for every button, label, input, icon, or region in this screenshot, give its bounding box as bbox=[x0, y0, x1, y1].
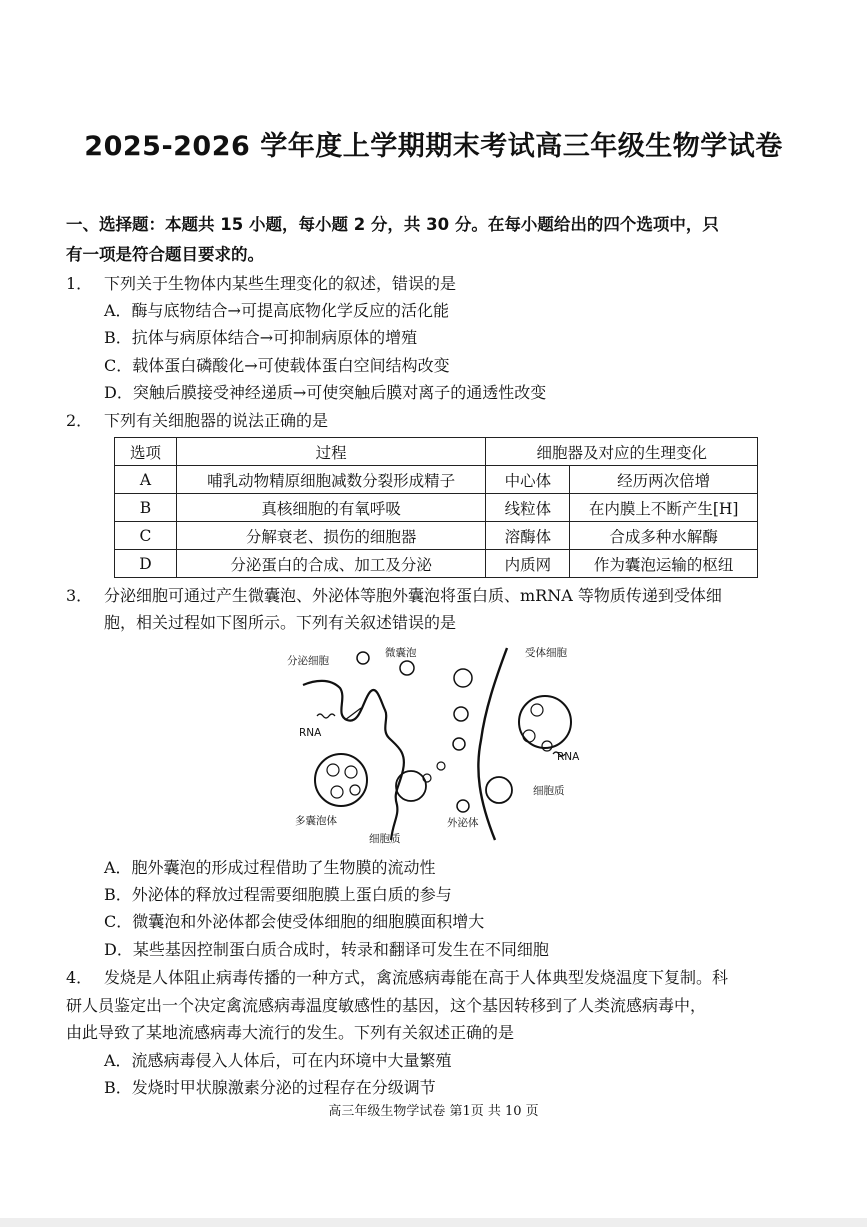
table-cell: 哺乳动物精原细胞减数分裂形成精子 bbox=[176, 466, 485, 494]
intraluminal-vesicle bbox=[345, 766, 357, 778]
question-1-number: 1． bbox=[66, 274, 93, 293]
rna-strand bbox=[317, 714, 335, 718]
table-cell: C bbox=[115, 522, 177, 550]
question-1-option-a: A．酶与底物结合→可提高底物化学反应的活化能 bbox=[104, 301, 449, 320]
microvesicle bbox=[454, 669, 472, 687]
table-row bbox=[115, 494, 758, 522]
table-row bbox=[115, 550, 758, 578]
microvesicle bbox=[454, 707, 468, 721]
microvesicle bbox=[400, 661, 414, 675]
question-3-number: 3． bbox=[66, 586, 93, 605]
table-cell: 真核细胞的有氧呼吸 bbox=[176, 494, 485, 522]
question-1-option-b: B．抗体与病原体结合→可抑制病原体的增殖 bbox=[104, 328, 418, 347]
small-vesicle bbox=[437, 762, 445, 770]
table-cell: 作为囊泡运输的枢纽 bbox=[570, 550, 758, 578]
intraluminal-vesicle bbox=[331, 786, 343, 798]
table-cell: D bbox=[115, 550, 177, 578]
question-4-stem-line-1: 发烧是人体阻止病毒传播的一种方式，禽流感病毒能在高于人体典型发烧温度下复制。科 bbox=[104, 968, 729, 987]
question-3-stem-line-2: 胞，相关过程如下图所示。下列有关叙述错误的是 bbox=[104, 613, 457, 632]
fusing-vesicle bbox=[396, 771, 426, 801]
question-4-stem-line-2: 研人员鉴定出一个决定禽流感病毒温度敏感性的基因，这个基因转移到了人类流感病毒中， bbox=[66, 996, 707, 1015]
endocytic-vesicle bbox=[486, 777, 512, 803]
question-1-stem: 下列关于生物体内某些生理变化的叙述，错误的是 bbox=[104, 274, 457, 293]
label-cytoplasm-left: 细胞质 bbox=[369, 833, 401, 845]
exam-title: 2025-2026 学年度上学期期末考试高三年级生物学试卷 bbox=[84, 131, 783, 162]
microvesicle bbox=[357, 652, 369, 664]
question-3-option-c: C．微囊泡和外泌体都会使受体细胞的细胞膜面积增大 bbox=[104, 912, 485, 931]
label-receptor-cell: 受体细胞 bbox=[525, 647, 567, 659]
table-row bbox=[115, 466, 758, 494]
label-cytoplasm-right: 细胞质 bbox=[533, 785, 565, 797]
page-footer: 高三年级生物学试卷 第1页 共 10 页 bbox=[328, 1104, 539, 1119]
intraluminal-vesicle bbox=[327, 764, 339, 776]
question-2-number: 2． bbox=[66, 411, 93, 430]
table-header-organelle: 细胞器及对应的生理变化 bbox=[486, 438, 758, 466]
question-4-option-b: B．发烧时甲状腺激素分泌的过程存在分级调节 bbox=[104, 1078, 436, 1097]
multivesicular-body bbox=[315, 754, 367, 806]
table-header-process: 过程 bbox=[176, 438, 485, 466]
exosome-vesicle bbox=[457, 800, 469, 812]
internal-vesicle bbox=[531, 704, 543, 716]
table-cell: 分泌蛋白的合成、加工及分泌 bbox=[176, 550, 485, 578]
label-exosome: 外泌体 bbox=[447, 817, 479, 829]
table-cell: 经历两次倍增 bbox=[570, 466, 758, 494]
table-header-option: 选项 bbox=[115, 438, 177, 466]
extracellular-vesicle-figure bbox=[285, 640, 625, 850]
label-multivesicular-body: 多囊泡体 bbox=[295, 815, 337, 827]
question-4-option-a: A．流感病毒侵入人体后，可在内环境中大量繁殖 bbox=[104, 1051, 452, 1070]
microvesicle bbox=[453, 738, 465, 750]
section-instructions-line-1: 一、选择题：本题共 15 小题，每小题 2 分，共 30 分。在每小题给出的四个选项中，只 bbox=[66, 215, 719, 234]
organelle-table bbox=[114, 437, 758, 578]
question-3-stem-line-1: 分泌细胞可通过产生微囊泡、外泌体等胞外囊泡将蛋白质、mRNA 等物质传递到受体细 bbox=[104, 586, 722, 605]
question-1-option-c: C．载体蛋白磷酸化→可使载体蛋白空间结构改变 bbox=[104, 356, 450, 375]
receptor-endosome bbox=[519, 696, 571, 748]
table-row bbox=[115, 522, 758, 550]
intraluminal-vesicle bbox=[350, 785, 360, 795]
label-rna-right: RNA bbox=[557, 751, 580, 763]
table-cell: 溶酶体 bbox=[486, 522, 570, 550]
question-4-stem-line-3: 由此导致了某地流感病毒大流行的发生。下列有关叙述正确的是 bbox=[66, 1023, 515, 1042]
page-bottom-edge bbox=[0, 1218, 867, 1227]
section-instructions-line-2: 有一项是符合题目要求的。 bbox=[66, 245, 264, 264]
label-secreting-cell: 分泌细胞 bbox=[287, 655, 329, 667]
table-cell: 中心体 bbox=[486, 466, 570, 494]
internal-vesicle bbox=[523, 730, 535, 742]
table-cell: 线粒体 bbox=[486, 494, 570, 522]
table-cell: 内质网 bbox=[486, 550, 570, 578]
label-rna-left: RNA bbox=[299, 727, 322, 739]
table-cell: 分解衰老、损伤的细胞器 bbox=[176, 522, 485, 550]
table-header-row bbox=[115, 438, 758, 466]
question-1-option-d: D．突触后膜接受神经递质→可使突触后膜对离子的通透性改变 bbox=[104, 383, 547, 402]
question-3-option-b: B．外泌体的释放过程需要细胞膜上蛋白质的参与 bbox=[104, 885, 452, 904]
table-cell: 在内膜上不断产生[H] bbox=[570, 494, 758, 522]
section-instructions bbox=[66, 210, 796, 270]
question-4-number: 4． bbox=[66, 968, 93, 987]
table-cell: 合成多种水解酶 bbox=[570, 522, 758, 550]
table-cell: B bbox=[115, 494, 177, 522]
label-microvesicle: 微囊泡 bbox=[385, 647, 417, 659]
receptor-cell-membrane bbox=[478, 648, 507, 840]
internal-vesicle bbox=[542, 741, 552, 751]
question-2-stem: 下列有关细胞器的说法正确的是 bbox=[104, 411, 329, 430]
question-3-option-a: A．胞外囊泡的形成过程借助了生物膜的流动性 bbox=[104, 858, 436, 877]
question-3-option-d: D．某些基因控制蛋白质合成时，转录和翻译可发生在不同细胞 bbox=[104, 940, 549, 959]
table-cell: A bbox=[115, 466, 177, 494]
